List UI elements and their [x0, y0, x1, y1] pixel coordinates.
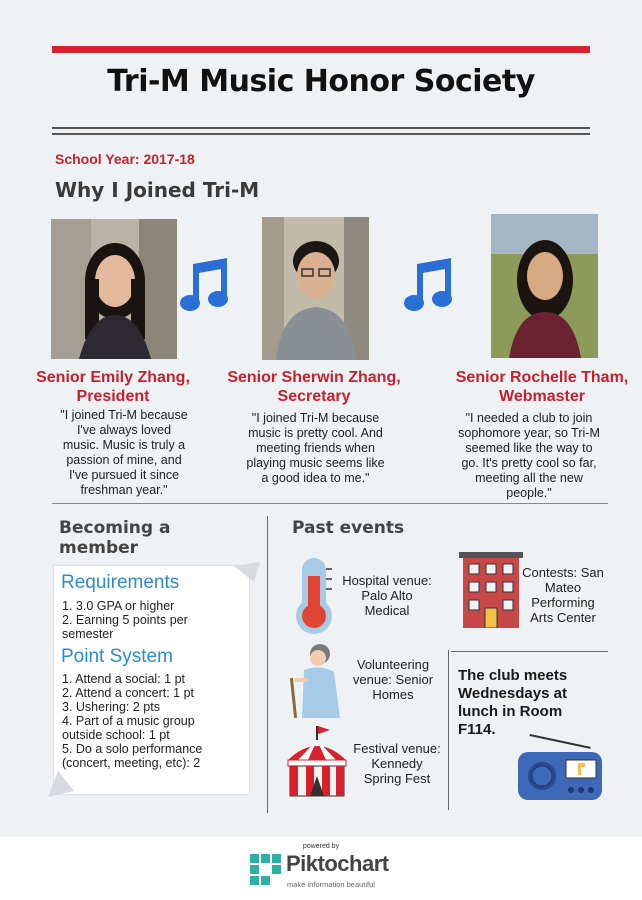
hospital-event: [337, 573, 437, 618]
member-quote: "I joined Tri-M because music is pretty cool. And meeting friends when playing music seems like a good idea to me.": [246, 411, 385, 485]
piktochart-brand: Piktochart: [286, 851, 389, 876]
contests-event: [518, 565, 608, 625]
section-title-why: Why I Joined Tri-M: [55, 178, 260, 202]
point-system-title: Point System: [61, 646, 173, 667]
volunteering-event: [343, 657, 443, 702]
festival-event-line: Kennedy: [371, 756, 423, 771]
elderly-person-icon: [288, 642, 344, 722]
list-item: 2. Attend a concert: 1 pt: [62, 686, 195, 700]
photo-sherwin: [262, 217, 369, 360]
list-item: outside school: 1 pt: [62, 728, 170, 742]
contests-event-line: Arts Center: [530, 610, 596, 625]
list-item: 1. Attend a social: 1 pt: [62, 672, 185, 686]
music-note-icon: [180, 258, 232, 319]
member-name: Senior Emily Zhang, President: [36, 369, 190, 405]
top-red-bar: [52, 46, 590, 53]
circus-tent-icon: [284, 726, 350, 798]
title-divider-bottom: [52, 133, 590, 135]
page-title: Tri-M Music Honor Society: [107, 64, 535, 99]
piktochart-tagline: make information beautiful: [287, 880, 375, 889]
points-list: [62, 672, 202, 770]
paper-curl-icon: [234, 562, 260, 582]
list-item: semester: [62, 627, 114, 641]
list-item: 2. Earning 5 points per: [62, 613, 188, 627]
list-item: 3. Ushering: 2 pts: [62, 700, 160, 714]
paper-curl-icon: [48, 771, 74, 797]
volunteering-event-line: Volunteering: [356, 657, 430, 672]
contests-event-line: Performing: [531, 595, 595, 610]
list-item: 1. 3.0 GPA or higher: [62, 599, 175, 613]
contests-event-line: Contests: San: [522, 565, 604, 580]
festival-event-line: Spring Fest: [363, 771, 431, 786]
hospital-event-line: Medical: [364, 603, 410, 618]
music-note-icon: [404, 258, 456, 319]
contests-event-line: Mateo: [544, 580, 582, 595]
photo-rochelle: [491, 214, 598, 358]
hospital-event-line: Hospital venue:: [342, 573, 432, 588]
building-icon: [459, 552, 523, 628]
past-events-heading: Past events: [292, 518, 405, 538]
member-quote: "I joined Tri-M because I've always loved music. Music is truly a passion of mine, and I've pursued it since freshman year.": [60, 408, 188, 497]
festival-event: [343, 741, 451, 786]
festival-event-line: Festival venue:: [353, 741, 441, 756]
list-item: 5. Do a solo performance: [62, 742, 203, 756]
school-year: School Year: 2017-18: [55, 151, 195, 167]
volunteering-event-line: Homes: [372, 687, 414, 702]
member-quote: "I needed a club to join sophomore year, so Tri-M seemed like the way to go. It's pretty cool so far, meeting all the new people.": [458, 411, 600, 500]
thermometer-icon: [292, 556, 336, 636]
volunteering-event-line: venue: Senior: [352, 672, 434, 687]
piktochart-logo-icon: [250, 854, 282, 890]
requirements-card: [54, 566, 249, 794]
requirements-list: [62, 599, 188, 641]
photo-emily: [51, 219, 177, 359]
hospital-event-line: Palo Alto: [361, 588, 413, 603]
becoming-heading-line1: Becoming a: [59, 518, 171, 538]
section-divider: [451, 651, 608, 652]
column-divider: [448, 650, 449, 810]
member-name: Senior Rochelle Tham, Webmaster: [455, 369, 629, 405]
powered-by-label: powered by: [302, 843, 340, 850]
column-divider: [267, 516, 268, 813]
member-name: Senior Sherwin Zhang, Secretary: [227, 369, 401, 405]
list-item: 4. Part of a music group: [62, 714, 195, 728]
radio-icon: [516, 732, 606, 802]
becoming-heading-line2: member: [59, 538, 139, 558]
requirements-title: Requirements: [61, 572, 180, 593]
meeting-info: The club meets Wednesdays at lunch in Room F114.: [458, 667, 568, 738]
becoming-heading: [59, 518, 170, 558]
title-divider-top: [52, 127, 590, 129]
section-divider: [52, 503, 608, 504]
list-item: (concert, meeting, etc): 2: [62, 756, 201, 770]
